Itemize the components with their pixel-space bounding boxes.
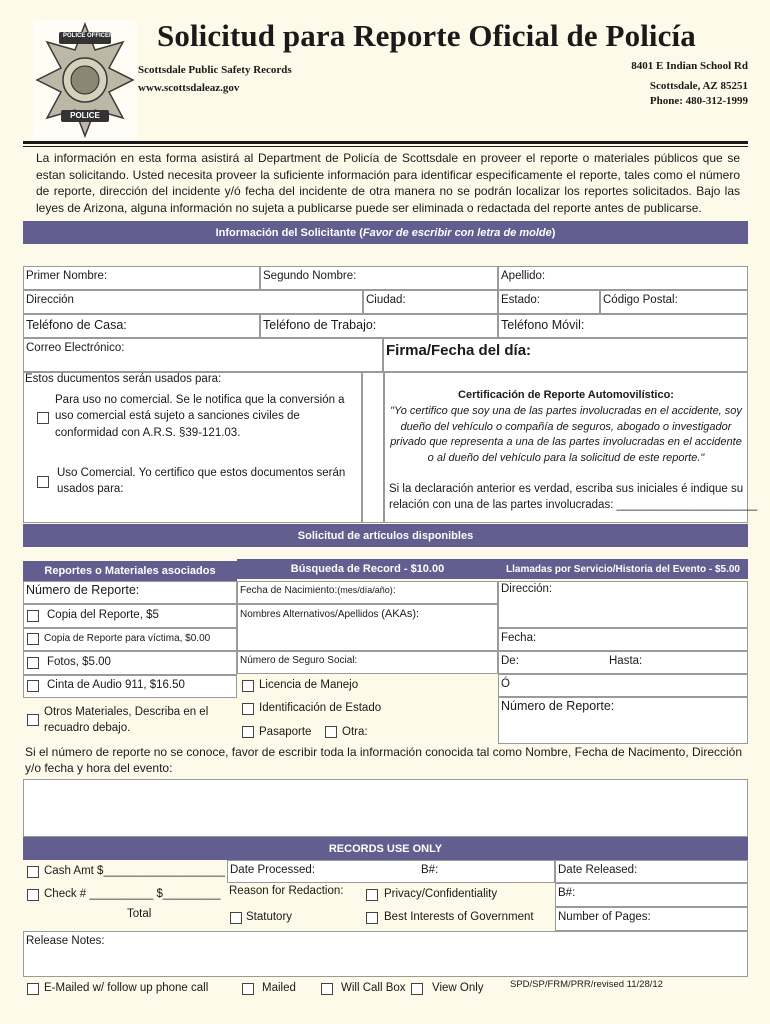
col1-header: Reportes o Materiales asociados [23, 561, 237, 581]
ssn-label: Número de Seguro Social: [240, 655, 358, 666]
emailed-label: E-Mailed w/ follow up phone call [44, 982, 209, 994]
passport-label: Pasaporte [259, 726, 312, 738]
report-number-field[interactable] [23, 581, 237, 604]
release-notes-label: Release Notes: [26, 935, 105, 947]
num-pages-field[interactable] [555, 907, 748, 931]
aliases-field[interactable] [237, 604, 498, 651]
form-id: SPD/SP/FRM/PRR/revised 11/28/12 [510, 979, 663, 990]
org-name: Scottsdale Public Safety Records [138, 64, 292, 76]
dob-label: Fecha de Nacimiento: [240, 585, 338, 596]
mobile-phone-field[interactable] [498, 314, 748, 338]
other-materials-checkbox[interactable] [27, 714, 39, 726]
address-label: Dirección [26, 294, 74, 306]
passport-checkbox[interactable] [242, 726, 254, 738]
mailed-label: Mailed [262, 982, 296, 994]
state-label: Estado: [501, 294, 540, 306]
mobile-phone-label: Teléfono Móvil: [501, 318, 585, 332]
commercial-line1: Uso Comercial. Yo certifico que estos documentos serán [57, 467, 346, 479]
event-report-number-label: Número de Reporte: [501, 699, 615, 713]
cert-quote-line4: o al dueño del vehículo para la solicitud de este reporte." [427, 451, 705, 464]
event-or-row [498, 674, 748, 697]
commercial-checkbox[interactable] [37, 476, 49, 488]
org-phone: Phone: 480-312-1999 [649, 95, 748, 107]
work-phone-field[interactable] [260, 314, 498, 338]
privacy-label: Privacy/Confidentiality [384, 888, 498, 900]
mailed-checkbox[interactable] [242, 983, 254, 995]
noncommercial-line3: conformidad con A.R.S. §39-121.03. [55, 427, 241, 439]
cert-quote-line1: "Yo certifico que soy una de las partes involucradas en el accidente, soy [390, 405, 742, 417]
reason-label: Reason for Redaction: [229, 885, 344, 897]
zip-label: Código Postal: [603, 294, 678, 306]
cert-instruction-line1: Si la declaración anterior es verdad, escriba sus iniciales é indique su [389, 483, 744, 495]
audio-checkbox[interactable] [27, 680, 39, 692]
org-street: 8401 E Indian School Rd [631, 60, 748, 72]
signature-field[interactable] [383, 338, 748, 372]
header-rule [23, 141, 748, 144]
org-website[interactable]: www.scottsdaleaz.gov [138, 82, 240, 94]
license-checkbox[interactable] [242, 680, 254, 692]
work-phone-label: Teléfono de Trabajo: [263, 318, 377, 332]
date-released-field[interactable] [555, 860, 748, 883]
intro-paragraph: La información en esta forma asistirá al Department de Policía de Scottsdale en proveer el reporte o materiales públicos que se estan solicitando. Usted necesita proveer la suficiente información para identificar especificamente el reporte, tales como el número de reporte, dirección del incidente y/ó fecha del incidente de otra manera no se podrán localizar los reportes solicitados. Bajo las leyes de Arizona, alguna información no sujeta a publicarse puede ser eliminada o redactada del reporte antes de publicarse. [36, 151, 740, 215]
usage-prompt: Estos ducumentos serán usados para: [25, 373, 222, 385]
dob-colon: : [392, 585, 396, 596]
photos-label: Fotos, $5.00 [47, 656, 111, 668]
applicant-section-header [23, 221, 748, 244]
event-date-label: Fecha: [501, 632, 537, 644]
event-to-label: Hasta: [609, 655, 643, 667]
other-materials-line2: recuadro debajo. [44, 722, 131, 734]
last-name-label: Apellido: [501, 270, 546, 282]
event-or-label: Ó [501, 678, 510, 690]
ssn-field[interactable] [237, 651, 498, 674]
header-rule-thin [23, 146, 748, 147]
event-report-number-field[interactable] [498, 697, 748, 744]
copy-report-label: Copia del Reporte, $5 [47, 609, 159, 621]
statutory-checkbox[interactable] [230, 912, 242, 924]
state-id-label: Identificación de Estado [259, 702, 382, 714]
noncommercial-checkbox[interactable] [37, 412, 49, 424]
photos-checkbox[interactable] [27, 657, 39, 669]
noncommercial-line1: Para uso no comercial. Se le notifica que la conversión a [55, 394, 345, 406]
unknown-note-line2: y/o fecha y hora del evento: [25, 761, 173, 775]
applicant-header-italic: Favor de escribir con letra de molde [362, 226, 552, 239]
license-label: Licencia de Manejo [259, 679, 359, 691]
check-amount-field[interactable]: Check # __________ $_________ [44, 888, 221, 900]
check-checkbox[interactable] [27, 889, 39, 901]
cash-amount-field[interactable]: Cash Amt $___________________ [44, 865, 225, 877]
best-interests-label: Best Interests of Government [384, 911, 534, 923]
home-phone-field[interactable] [23, 314, 260, 338]
best-interests-checkbox[interactable] [366, 912, 378, 924]
items-section-header: Solicitud de artículos disponibles [23, 524, 748, 547]
privacy-checkbox[interactable] [366, 889, 378, 901]
page-title: Solicitud para Reporte Oficial de Policía [157, 18, 696, 53]
date-processed-field[interactable] [227, 860, 555, 883]
state-id-checkbox[interactable] [242, 703, 254, 715]
emailed-checkbox[interactable] [27, 983, 39, 995]
view-only-checkbox[interactable] [411, 983, 423, 995]
commercial-line2: usados para: [57, 483, 124, 495]
other-id-checkbox[interactable] [325, 726, 337, 738]
col3-header: Llamadas por Servicio/Historia del Evento - $5.00 [498, 559, 748, 579]
dob-format: (mes/día/año) [337, 585, 393, 595]
other-materials-line1: Otros Materiales, Describa en el [44, 706, 209, 718]
badge-top-text: POLICE OFFICER [63, 33, 114, 39]
event-from-label: De: [501, 655, 519, 667]
b-number-label: B#: [421, 864, 439, 876]
event-range-field[interactable] [498, 651, 748, 674]
applicant-header-text: Información del Solicitante ( [215, 226, 363, 239]
unknown-note-line1: Si el número de reporte no se conoce, favor de escribir toda la información conocida tal como Nombre, Fecha de Nacimento, Dirección [25, 745, 743, 759]
usage-divider [362, 372, 384, 523]
date-processed-label: Date Processed: [230, 864, 316, 876]
cert-instruction-line2[interactable]: relación con una de las partes involucradas: ______________________ [389, 499, 758, 511]
first-name-field[interactable] [23, 266, 260, 290]
email-label: Correo Electrónico: [26, 342, 125, 354]
middle-name-label: Segundo Nombre: [263, 270, 357, 282]
aliases-label: Nombres Alternativos/Apellidos [240, 609, 379, 620]
address-field[interactable] [23, 290, 363, 314]
last-name-field[interactable] [498, 266, 748, 290]
cash-checkbox[interactable] [27, 866, 39, 878]
org-city: Scottsdale, AZ 85251 [649, 80, 748, 92]
other-id-label: Otra: [342, 726, 368, 738]
email-field[interactable] [23, 338, 383, 372]
city-label: Ciudad: [366, 294, 406, 306]
col2-header: Búsqueda de Record - $10.00 [237, 559, 498, 579]
middle-name-field[interactable] [260, 266, 498, 290]
victim-copy-label: Copia de Reporte para víctima, $0.00 [44, 633, 211, 644]
b-number2-label: B#: [558, 887, 576, 899]
event-address-field[interactable] [498, 581, 748, 628]
copy-report-checkbox[interactable] [27, 610, 39, 622]
cert-quote-line2: dueño del vehículo o compañía de seguros, abogado o investigador [400, 420, 732, 433]
cert-title: Certificación de Reporte Automovilístico: [458, 389, 674, 401]
police-badge-logo [33, 20, 137, 140]
badge-bottom-text: POLICE [70, 111, 100, 120]
will-call-label: Will Call Box [341, 982, 406, 994]
event-date-field[interactable] [498, 628, 748, 651]
view-only-label: View Only [432, 982, 484, 994]
cert-quote [388, 404, 744, 466]
cert-quote-line3: privado que representa a una de las partes involucradas en el accidente [390, 436, 742, 448]
records-section-header: RECORDS USE ONLY [23, 837, 748, 860]
will-call-checkbox[interactable] [321, 983, 333, 995]
total-label: Total [127, 908, 152, 920]
audio-label: Cinta de Audio 911, $16.50 [47, 679, 185, 691]
city-field[interactable] [363, 290, 498, 314]
victim-copy-checkbox[interactable] [27, 633, 39, 645]
b-number2-field[interactable] [555, 883, 748, 907]
signature-label: Firma/Fecha del día: [386, 342, 532, 359]
home-phone-label: Teléfono de Casa: [26, 318, 127, 332]
date-released-label: Date Released: [558, 864, 638, 876]
statutory-label: Statutory [246, 911, 293, 923]
zip-field[interactable] [600, 290, 748, 314]
num-pages-label: Number of Pages: [558, 911, 651, 923]
release-notes-field[interactable] [23, 931, 748, 977]
noncommercial-line2: uso comercial está sujeto a sanciones civiles de [55, 410, 300, 422]
report-number-label: Número de Reporte: [26, 583, 140, 597]
event-address-label: Dirección: [501, 583, 553, 595]
description-textarea[interactable] [23, 779, 748, 837]
aliases-aka: (AKAs): [381, 608, 420, 620]
first-name-label: Primer Nombre: [26, 270, 108, 282]
state-field[interactable] [498, 290, 600, 314]
dob-field[interactable] [237, 581, 498, 604]
applicant-header-close: ) [551, 226, 556, 239]
